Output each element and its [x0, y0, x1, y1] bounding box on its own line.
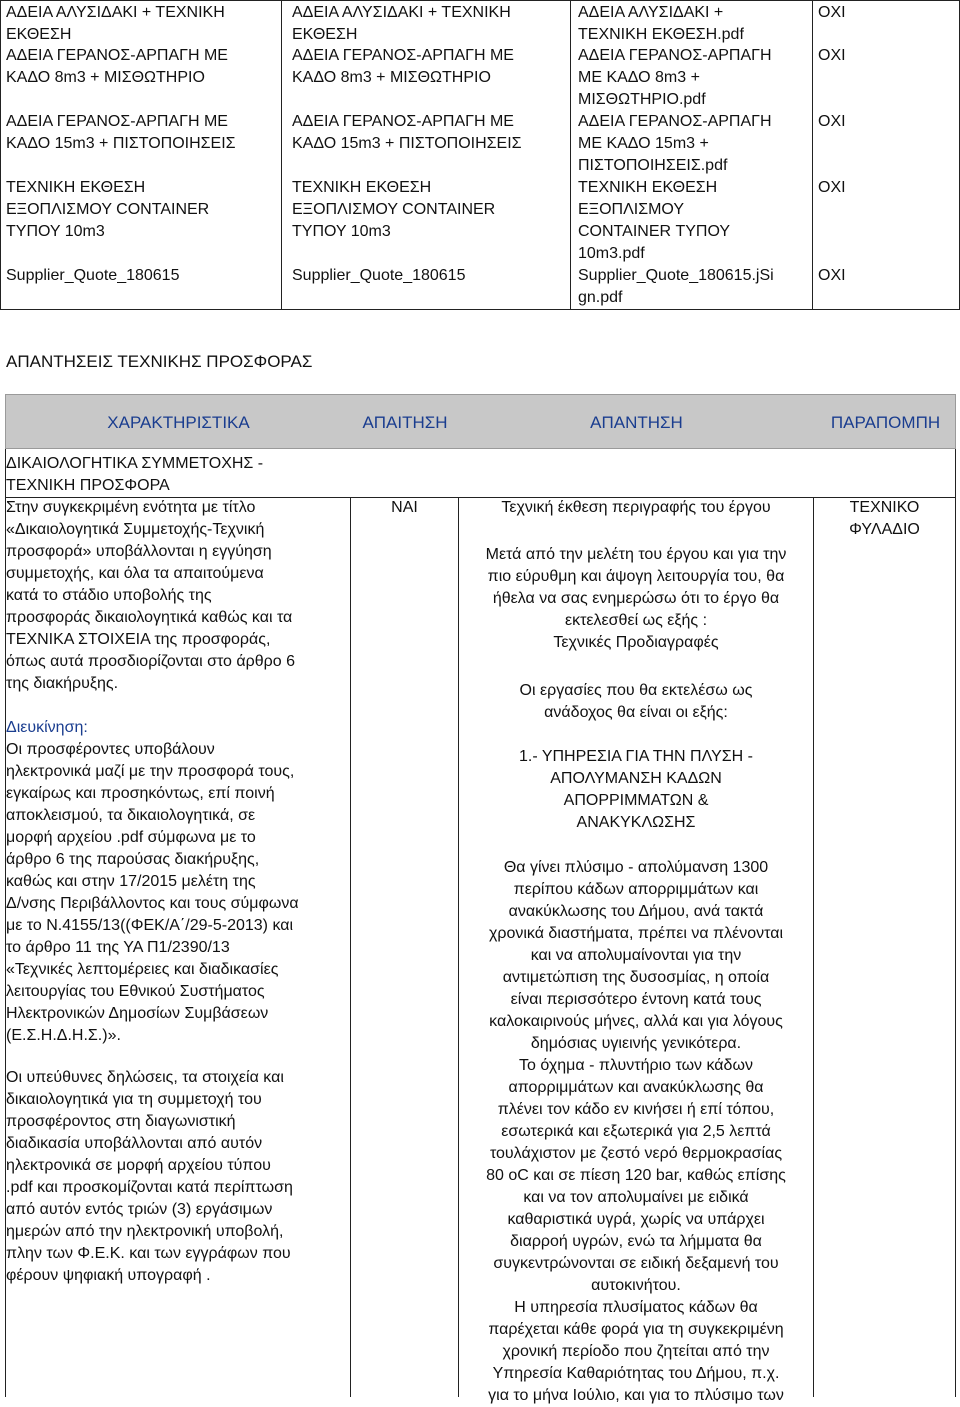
top-border	[0, 0, 960, 1]
answer-paragraph: Θα γίνει πλύσιμο - απολύμανση 1300 περίπου κάδων απορριμμάτων και ανακύκλωσης του Δήμου, ανά τακτά χρονικά διαστήματα, πρέπει να πλένονται και να απολυμαίνονται για την αντιμετώπιση της δυσοσμίας, η οποία είναι περισσότερο έντονη κατά τους καλοκαιρινούς μήνες, αλλά και για λόγους δημόσιας υγιεινής γενικότερα. Το όχημα - πλυντήριο των κάδων απορριμμάτων και ανακύκλωσης θα πλένει τον κάδο εν κινήσει ή επί τόπου, εσωτερικά και εξωτερικά για 2,5 λεπτά τουλάχιστον με ζεστό νερό θερμοκρασίας 80 oC και σε πίεση 120 bar, καθώς επίσης και να τον απολυμαίνει με ειδικά καθαριστικά υγρά, χωρίς να υπάρχει διαρροή υγρών, ενώ τα λήμματα θα συγκεντρώνονται σε ειδική δεξαμενή του αυτοκινήτου. Η υπηρεσία πλυσίματος κάδων θα παρέχεται κάθε φορά για τη συγκεκριμένη χρονική περίοδο που ζητείται από την Υπηρεσία Καθαριότητας του Δήμου, π.χ. για το μήνα Ιούλιο, και για το πλύσιμο των	[486, 859, 786, 1404]
table-border	[955, 449, 956, 1397]
attachments-table	[0, 0, 960, 310]
attachment-name: ΑΔΕΙΑ ΓΕΡΑΝΟΣ-ΑΡΠΑΓΗ ΜΕ ΚΑΔΟ 8m3 + ΜΙΣΘΩΤΗΡΙΟ	[6, 47, 228, 86]
attachment-file[interactable]: ΑΔΕΙΑ ΑΛΥΣΙΔΑΚΙ + ΤΕΧΝΙΚΗ ΕΚΘΕΣΗ.pdf	[578, 4, 744, 43]
header-features: ΧΑΡΑΚΤΗΡΙΣΤΙΚΑ	[107, 413, 250, 432]
col-divider	[812, 0, 813, 310]
attachment-name: ΑΔΕΙΑ ΓΕΡΑΝΟΣ-ΑΡΠΑΓΗ ΜΕ ΚΑΔΟ 15m3 + ΠΙΣΤΟΠΟΙΗΣΕΙΣ	[6, 113, 236, 152]
requirement-value: ΝΑΙ	[391, 499, 418, 516]
row-title: ΔΙΚΑΙΟΛΟΓΗΤΙΚΑ ΣΥΜΜΕΤΟΧΗΣ - ΤΕΧΝΙΚΗ ΠΡΟΣΦΟΡΑ	[6, 455, 264, 494]
col-divider	[570, 0, 571, 310]
attachment-flag: ΟΧΙ	[818, 113, 846, 130]
attachment-name: ΑΔΕΙΑ ΑΛΥΣΙΔΑΚΙ + ΤΕΧΝΙΚΗ ΕΚΘΕΣΗ	[6, 4, 225, 43]
attachment-file[interactable]: ΤΕΧΝΙΚΗ ΕΚΘΕΣΗ ΕΞΟΠΛΙΣΜΟΥ CONTAINER ΤΥΠΟΥ 10m3.pdf	[578, 179, 731, 262]
attachment-description: ΤΕΧΝΙΚΗ ΕΚΘΕΣΗ ΕΞΟΠΛΙΣΜΟΥ CONTAINER ΤΥΠΟΥ 10m3	[292, 179, 496, 240]
reference-value: ΤΕΧΝΙΚΟ ΦΥΛΑΔΙΟ	[849, 499, 920, 538]
answer-paragraph: Μετά από την μελέτη του έργου και για την πιο εύρυθμη και άψογη λειτουργία του, θα ήθελα να σας ενημερώσω ότι το έργο θα εκτελεσθεί ως εξής : Τεχνικές Προδιαγραφές	[485, 546, 787, 651]
attachment-name: Supplier_Quote_180615	[6, 267, 180, 284]
header-requirement: ΑΠΑΙΤΗΣΗ	[362, 413, 448, 432]
attachment-file[interactable]: ΑΔΕΙΑ ΓΕΡΑΝΟΣ-ΑΡΠΑΓΗ ΜΕ ΚΑΔΟ 15m3 + ΠΙΣΤΟΠΟΙΗΣΕΙΣ.pdf	[578, 113, 772, 174]
header-answer: ΑΠΑΝΤΗΣΗ	[590, 413, 683, 432]
answers-table-header	[5, 394, 956, 449]
col-divider	[281, 0, 282, 310]
col-divider	[813, 497, 814, 1397]
bottom-border	[0, 309, 960, 310]
attachment-flag: ΟΧΙ	[818, 179, 846, 196]
answer-heading: Τεχνική έκθεση περιγραφής του έργου	[501, 499, 771, 516]
attachment-description: Supplier_Quote_180615	[292, 267, 466, 284]
features-paragraph: Στην συγκεκριμένη ενότητα με τίτλο «Δικαιολογητικά Συμμετοχής-Τεχνική προσφορά» υποβάλλονται η εγγύηση συμμετοχής, και όλα τα απαιτούμενα κατά το στάδιο υποβολής της προσφοράς δικαιολογητικά καθώς και τα ΤΕΧΝΙΚΑ ΣΤΟΙΧΕΙΑ της προσφοράς, όπως αυτά προσδιορίζονται στο άρθρο 6 της διακήρυξης.	[6, 499, 295, 692]
header-reference: ΠΑΡΑΠΟΜΠΗ	[830, 413, 941, 432]
attachment-file[interactable]: Supplier_Quote_180615.jSi gn.pdf	[578, 267, 774, 306]
section-title: ΑΠΑΝΤΗΣΕΙΣ ΤΕΧΝΙΚΗΣ ΠΡΟΣΦΟΡΑΣ	[6, 352, 313, 371]
attachment-description: ΑΔΕΙΑ ΑΛΥΣΙΔΑΚΙ + ΤΕΧΝΙΚΗ ΕΚΘΕΣΗ	[292, 4, 511, 43]
answer-service-title: 1.- ΥΠΗΡΕΣΙΑ ΓΙΑ ΤΗΝ ΠΛΥΣΗ - ΑΠΟΛΥΜΑΝΣΗ ΚΑΔΩΝ ΑΠΟΡΡΙΜΜΑΤΩΝ & ΑΝΑΚΥΚΛΩΣΗΣ	[519, 748, 753, 831]
attachment-description: ΑΔΕΙΑ ΓΕΡΑΝΟΣ-ΑΡΠΑΓΗ ΜΕ ΚΑΔΟ 15m3 + ΠΙΣΤΟΠΟΙΗΣΕΙΣ	[292, 113, 522, 152]
attachment-flag: ΟΧΙ	[818, 47, 846, 64]
attachment-flag: ΟΧΙ	[818, 4, 846, 21]
attachment-description: ΑΔΕΙΑ ΓΕΡΑΝΟΣ-ΑΡΠΑΓΗ ΜΕ ΚΑΔΟ 8m3 + ΜΙΣΘΩΤΗΡΙΟ	[292, 47, 514, 86]
answer-paragraph: Οι εργασίες που θα εκτελέσω ως ανάδοχος θα είναι οι εξής:	[519, 682, 753, 721]
features-paragraph: Οι υπεύθυνες δηλώσεις, τα στοιχεία και δικαιολογητικά για τη συμμετοχή του προσφέροντος στη διαγωνιστική διαδικασία υποβάλλονται από αυτόν ηλεκτρονικά σε μορφή αρχείου τύπου .pdf και προσκομίζονται κατά περίπτωση από αυτόν εντός τριών (3) εργάσιμων ημερών από την ηλεκτρονική υποβολή, πλην των Φ.Ε.Κ. και των εγγράφων που φέρουν ψηφιακή υπογραφή .	[6, 1069, 293, 1284]
attachment-file[interactable]: ΑΔΕΙΑ ΓΕΡΑΝΟΣ-ΑΡΠΑΓΗ ΜΕ ΚΑΔΟ 8m3 + ΜΙΣΘΩΤΗΡΙΟ.pdf	[578, 47, 772, 108]
attachment-flag: ΟΧΙ	[818, 267, 846, 284]
features-clarification-label: Διευκίνηση:	[6, 719, 88, 736]
features-paragraph: Οι προσφέροντες υποβάλουν ηλεκτρονικά μαζί με την προσφορά τους, εγκαίρως και προσηκόντως, επί ποινή αποκλεισμού, τα δικαιολογητικά, σε μορφή αρχείου .pdf σύμφωνα με το άρθρο 6 της παρούσας διακήρυξης, καθώς και στην 17/2015 μελέτη της Δ/νσης Περιβάλλοντος και τους σύμφωνα με το Ν.4155/13((ΦΕΚ/Α΄/29-5-2013) και το άρθρο 11 της ΥΑ Π1/2390/13 «Τεχνικές λεπτομέρειες και διαδικασίες λειτουργίας του Εθνικού Συστήματος Ηλεκτρονικών Δημοσίων Συμβάσεων (Ε.Σ.Η.Δ.Η.Σ.)».	[6, 741, 299, 1044]
left-border	[0, 0, 1, 310]
attachment-name: ΤΕΧΝΙΚΗ ΕΚΘΕΣΗ ΕΞΟΠΛΙΣΜΟΥ CONTAINER ΤΥΠΟΥ 10m3	[6, 179, 210, 240]
